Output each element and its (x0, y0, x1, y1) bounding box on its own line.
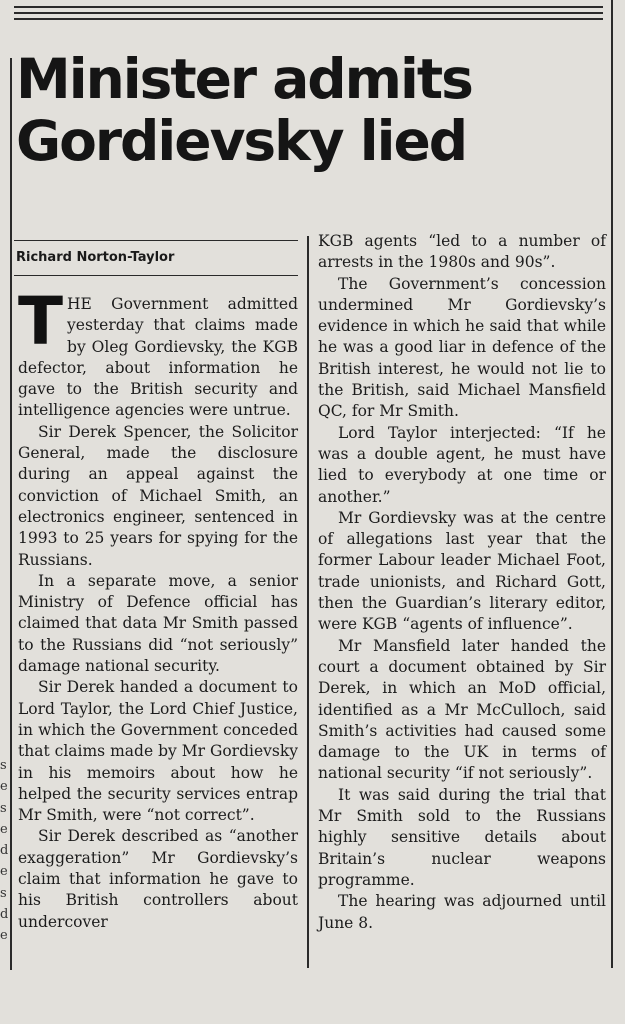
adjacent-article-fragments (0, 755, 8, 947)
rule-line (14, 6, 603, 8)
rule-line (14, 12, 603, 14)
paragraph: It was said during the trial that Mr Smith sold to the Russians highly sensitive details about Britain’s nuclear weapons programme. (318, 785, 606, 889)
paragraph: Sir Derek described as “another exaggeration” Mr Gordievsky’s claim that information he gave to his British controllers about undercover (18, 827, 298, 931)
paragraph: Lord Taylor interjected: “If he was a double agent, he must have lied to everybody at one time or another.” (318, 423, 606, 506)
rule-line (14, 18, 603, 20)
edge-letter: s (0, 758, 7, 773)
paragraph: Sir Derek Spencer, the Solicitor General, made the disclosure during an appeal against the conviction of Michael Smith, an electronics engineer, sentenced in 1993 to 25 years for spying for the Russians. (18, 422, 298, 569)
headline-line-2: Gordievsky lied (16, 109, 467, 173)
article-column-2 (318, 231, 606, 934)
edge-letter: e (0, 864, 8, 880)
paragraph: KGB agents “led to a number of arrests in the 1980s and 90s”. (318, 232, 606, 272)
headline-line-1: Minister admits (16, 47, 472, 111)
drop-cap: T (18, 283, 64, 360)
edge-letter: s (0, 885, 7, 901)
edge-letter: d (0, 907, 8, 923)
edge-letter: s (0, 800, 7, 816)
center-column-rule (307, 236, 309, 968)
right-column-rule (611, 0, 613, 968)
byline: Richard Norton-Taylor (16, 250, 175, 265)
paragraph: The hearing was adjourned until June 8. (318, 892, 606, 932)
paragraph: Mr Gordievsky was at the centre of allegations last year that the former Labour leader Michael Foot, trade unionists, and Richard Gott, then the Guardian’s literary editor, were KGB “agents of influence”. (318, 508, 606, 634)
paragraph: Mr Mansfield later handed the court a document obtained by Sir Derek, in which an MoD official, identified as a Mr McCulloch, said Smith’s activities had caused some damage to the UK in terms of national security “if not seriously”. (318, 636, 606, 783)
headline (16, 48, 596, 172)
paragraph (18, 283, 298, 422)
edge-letter: e (0, 779, 8, 795)
left-column-rule (10, 58, 12, 970)
byline-bottom-rule (14, 275, 298, 276)
paragraph: In a separate move, a senior Ministry of Defence official has claimed that data Mr Smith passed to the Russians did “not seriously” damage national security. (18, 571, 298, 676)
byline-block (14, 240, 298, 276)
article-column-1 (18, 283, 298, 933)
edge-letter: e (0, 928, 8, 944)
edge-letter: d (0, 843, 8, 859)
paragraph: Sir Derek handed a document to Lord Taylor, the Lord Chief Justice, in which the Government conceded that claims made by Mr Gordievsky in his memoirs about how he helped the security services entrap Mr Smith, were “not correct”. (18, 678, 298, 825)
paragraph-text: HE Government admitted yesterday that claims made by Oleg Gordievsky, the KGB defector, about information he gave to the British security and intelligence agencies were untrue. (18, 295, 298, 420)
edge-letter: e (0, 821, 8, 837)
masthead-rules (14, 6, 603, 24)
paragraph: The Government’s concession undermined Mr Gordievsky’s evidence in which he said that while he was a good liar in defence of the British interest, he would not lie to the British, said Michael Mansfield QC, for Mr Smith. (318, 274, 606, 421)
